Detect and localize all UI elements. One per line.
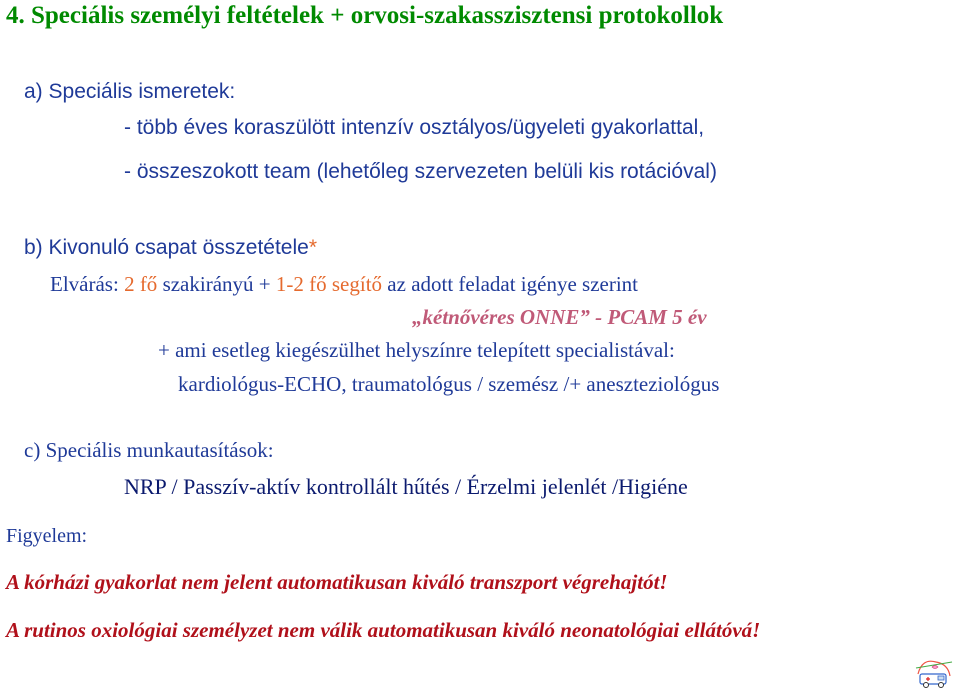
section-c-content: NRP / Passzív-aktív kontrollált hűtés / Érzelmi jelenlét /Higiéne (124, 474, 688, 499)
expectation-mid: szakirányú + (157, 272, 276, 296)
section-c-heading: c) Speciális munkautasítások: (24, 438, 274, 462)
onne-pcam-line: „kétnővéres ONNE” - PCAM 5 év (412, 305, 707, 329)
page-title: 4. Speciális személyi feltételek + orvosi-szakasszisztensi protokollok (6, 2, 724, 29)
expectation-rest: az adott feladat igénye szerint (382, 272, 639, 296)
section-b-heading (24, 236, 317, 260)
section-a-item-2: - összeszokott team (lehetőleg szervezeten belüli kis rotációval) (124, 160, 717, 183)
expectation-helper: segítő (326, 272, 383, 296)
specialists-list: kardiológus-ECHO, traumatológus / szemész /+ aneszteziológus (178, 372, 720, 396)
expectation-two-persons: 2 fő (124, 272, 158, 296)
expectation-label: Elvárás: (50, 272, 125, 296)
section-a-heading: a) Speciális ismeretek: (24, 80, 236, 103)
ambulance-baby-logo-icon (912, 652, 956, 692)
section-b-heading-text: b) Kivonuló csapat összetétele (24, 236, 309, 259)
specialist-plus-line: + ami esetleg kiegészülhet helyszínre telepített specialistával: (158, 338, 675, 362)
expectation-one-two-persons: 1-2 fő (275, 272, 327, 296)
section-a-item-1: - több éves koraszülött intenzív osztályos/ügyeleti gyakorlattal, (124, 116, 705, 139)
warning-line-1: A kórházi gyakorlat nem jelent automatikusan kiváló transzport végrehajtót! (6, 570, 668, 594)
asterisk-mark: * (308, 236, 318, 259)
warning-label: Figyelem: (6, 525, 88, 547)
expectation-line (50, 272, 638, 297)
warning-line-2: A rutinos oxiológiai személyzet nem válik automatikusan kiváló neonatológiai ellátóvá! (6, 618, 761, 642)
